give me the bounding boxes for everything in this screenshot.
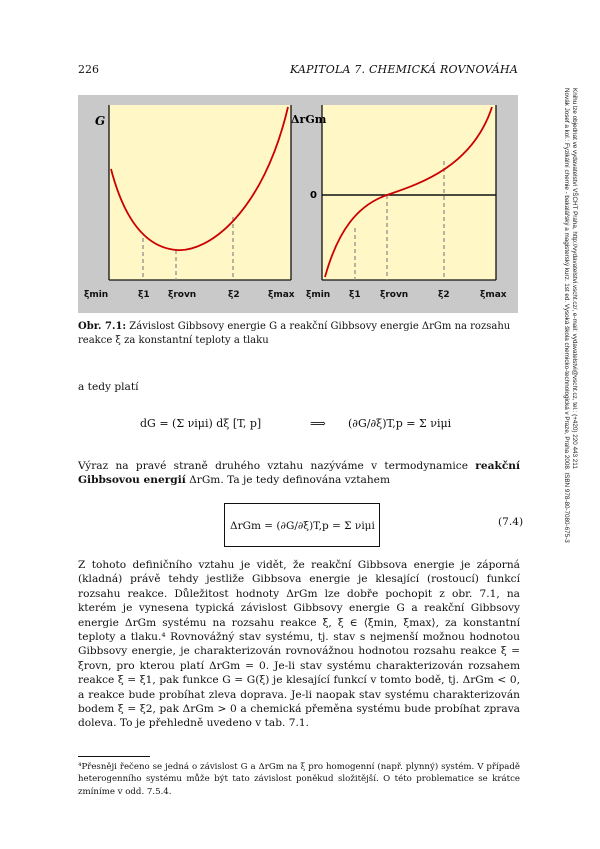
- paragraph-main: Z tohoto definičního vztahu je vidět, že reakční Gibbsova energie je záporná (kladná) právě tehdy jestliže Gibbsova energie je klesající (rostoucí) funkcí rozsahu reakce. Důležitost hodnoty ΔrGm lze dobře pochopit z obr. 7.1, na kterém je vynesena typická závislost Gibbsovy energie G a reakční Gibbsovy energie ΔrGm systému na rozsahu reakce ξ, ξ ∈ ⟨ξmin, ξmax⟩, za konstantní teploty a tlaku.⁴ Rovnovážný stav systému, tj. stav s nejmenší možnou hodnotou Gibbsovy energie, je charakterizován rovnovážnou hodnotou rozsahu reakce ξ = ξrovn, pro kterou platí ΔrGm = 0. Je-li stav systému charakterizován rozsahem reakce ξ = ξ1, pak funkce G = G(ξ) je klesající funkcí v tomto bodě, tj. ΔrGm < 0, a reakce bude probíhat zleva doprava. Je-li naopak stav systému charakterizován bodem ξ = ξ2, pak ΔrGm > 0 a chemická přeměna systému bude probíhat zprava doleva. To je přehledně uvedeno v tab. 7.1.: [78, 559, 520, 730]
- figure-caption: [78, 320, 520, 348]
- right-y-label: ΔrGm: [291, 113, 327, 126]
- boxed-equation: [224, 503, 380, 547]
- right-tick-x1: ξ1: [349, 290, 361, 300]
- left-tick-xmin: ξmin: [84, 290, 109, 300]
- page-number: 226: [78, 63, 99, 76]
- equation-1: [140, 403, 480, 443]
- vyraz-text-a: Výraz na pravé straně druhého vztahu nazýváme v termodynamice: [78, 460, 468, 472]
- side-note-line2: Knihu lze objednat ve vydavatelství VŠCHT Praha, http://vydavatelstvi.vscht.cz/, e-mail: vydavatelstvi@vscht.cz, tel.: (+420) 220 443 211: [571, 88, 578, 469]
- running-head: KAPITOLA 7. CHEMICKÁ ROVNOVÁHA: [289, 63, 518, 76]
- right-tick-xmax: ξmax: [480, 290, 507, 300]
- left-panel: [95, 105, 291, 280]
- left-tick-x1: ξ1: [138, 290, 150, 300]
- side-note: [560, 86, 582, 646]
- vyraz-bold: reakční Gibbsovou energií: [78, 460, 520, 487]
- right-zero-label: 0: [310, 190, 317, 201]
- footnote-text: Přesněji řečeno se jedná o závislost G a ΔrGm na ξ pro homogenní (např. plynný) systém. V případě heterogenního systému může být tato závislost poněkud složitější. O této problematice se krátce zmíníme v odd. 7.5.4.: [78, 762, 520, 797]
- left-tick-xmax: ξmax: [268, 290, 295, 300]
- left-tick-x2: ξ2: [228, 290, 240, 300]
- paragraph-tedy: a tedy platí: [78, 381, 139, 393]
- caption-label: Obr. 7.1:: [78, 321, 127, 332]
- footnote: [78, 761, 520, 798]
- footnote-rule: [78, 756, 150, 757]
- side-note-line1: Novák Josef a kol.: Fyzikální chemie - bakalářský a magisterský kurz. 1st ed. Vysoká škola chemicko-technologická v Praze, Praha 2008. ISBN 978-80-7080-675-3: [563, 88, 570, 543]
- right-tick-xmin: ξmin: [306, 290, 331, 300]
- eq1-arrow: ⟹: [310, 417, 326, 430]
- figure-svg: [78, 95, 518, 313]
- right-plot-area: [322, 105, 496, 280]
- eq1-right: (∂G/∂ξ)T,p = Σ νiμi: [348, 417, 452, 430]
- equation-number: (7.4): [498, 516, 524, 528]
- eq-boxed-text: ΔrGm = (∂G/∂ξ)T,p = Σ νiμi: [230, 520, 375, 532]
- footnote-marker: ⁴: [78, 762, 82, 772]
- paragraph-vyraz: [78, 459, 520, 488]
- right-tick-x2: ξ2: [438, 290, 450, 300]
- left-plot-area: [109, 105, 291, 280]
- vyraz-text-b: ΔrGm. Ta je tedy definována vztahem: [189, 474, 390, 487]
- right-tick-xrovn: ξrovn: [380, 290, 409, 300]
- figure: [78, 95, 518, 313]
- right-panel: [291, 105, 496, 280]
- left-tick-xrovn: ξrovn: [168, 290, 197, 300]
- caption-text: Závislost Gibbsovy energie G a reakční Gibbsovy energie ΔrGm na rozsahu reakce ξ za konstantní teploty a tlaku: [78, 321, 511, 346]
- left-y-label: G: [95, 114, 106, 128]
- eq1-left: dG = (Σ νiμi) dξ [T, p]: [140, 417, 262, 430]
